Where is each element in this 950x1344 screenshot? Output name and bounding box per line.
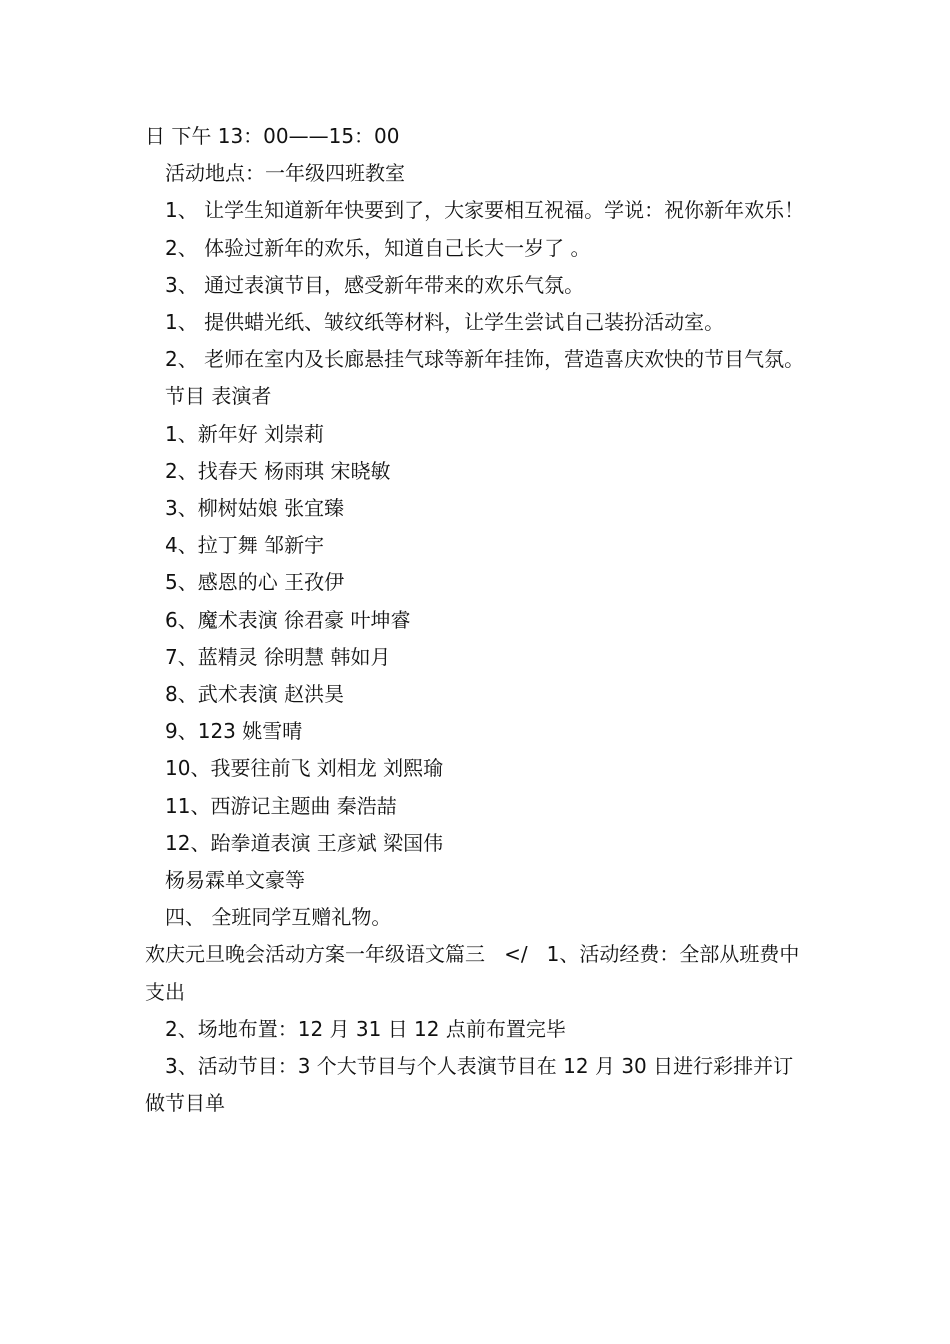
paragraph-4: 2、 体验过新年的欢乐，知道自己长大一岁了 。 xyxy=(165,235,591,260)
paragraph-3: 1、 让学生知道新年快要到了，大家要相互祝福。学说：祝你新年欢乐！ xyxy=(165,198,805,223)
paragraph-7: 2、 老师在室内及长廊悬挂气球等新年挂饰，营造喜庆欢快的节目气氛。 xyxy=(165,347,805,372)
paragraph-20: 12、跆拳道表演 王彦斌 梁国伟 xyxy=(165,830,444,855)
paragraph-10: 2、找春天 杨雨琪 宋晓敏 xyxy=(165,458,391,483)
paragraph-24: 2、场地布置：12 月 31 日 12 点前布置完毕 xyxy=(165,1016,566,1041)
paragraph-14: 6、魔术表演 徐君豪 叶坤睿 xyxy=(165,607,411,632)
paragraph-12: 4、拉丁舞 邹新宇 xyxy=(165,533,325,558)
paragraph-11: 3、柳树姑娘 张宜臻 xyxy=(165,496,345,521)
paragraph-6: 1、 提供蜡光纸、皱纹纸等材料，让学生尝试自己装扮活动室。 xyxy=(165,310,725,335)
paragraph-17: 9、123 姚雪晴 xyxy=(165,719,303,744)
paragraph-8: 节目 表演者 xyxy=(165,384,272,409)
paragraph-9: 1、新年好 刘崇莉 xyxy=(165,421,325,446)
paragraph-5: 3、 通过表演节目，感受新年带来的欢乐气氛。 xyxy=(165,272,585,297)
paragraph-13: 5、感恩的心 王孜伊 xyxy=(165,570,345,595)
paragraph-1: 日 下午 13：00——15：00 xyxy=(145,124,400,148)
paragraph-21: 杨易霖单文豪等 xyxy=(165,868,305,893)
paragraph-18: 10、我要往前飞 刘相龙 刘熙瑜 xyxy=(165,756,444,781)
paragraph-19: 11、西游记主题曲 秦浩喆 xyxy=(165,793,397,818)
document-body xyxy=(145,118,810,1122)
paragraph-15: 7、蓝精灵 徐明慧 韩如月 xyxy=(165,644,391,669)
paragraph-2: 活动地点：一年级四班教室 xyxy=(165,161,405,186)
paragraph-23: 欢庆元旦晚会活动方案一年级语文篇三 </ 1、活动经费：全部从班费中支出 xyxy=(145,942,800,1004)
paragraph-16: 8、武术表演 赵洪昊 xyxy=(165,682,345,707)
paragraph-22: 四、 全班同学互赠礼物。 xyxy=(165,905,392,930)
paragraph-25: 3、活动节目：3 个大节目与个人表演节目在 12 月 30 日进行彩排并订做节目单 xyxy=(145,1054,794,1116)
